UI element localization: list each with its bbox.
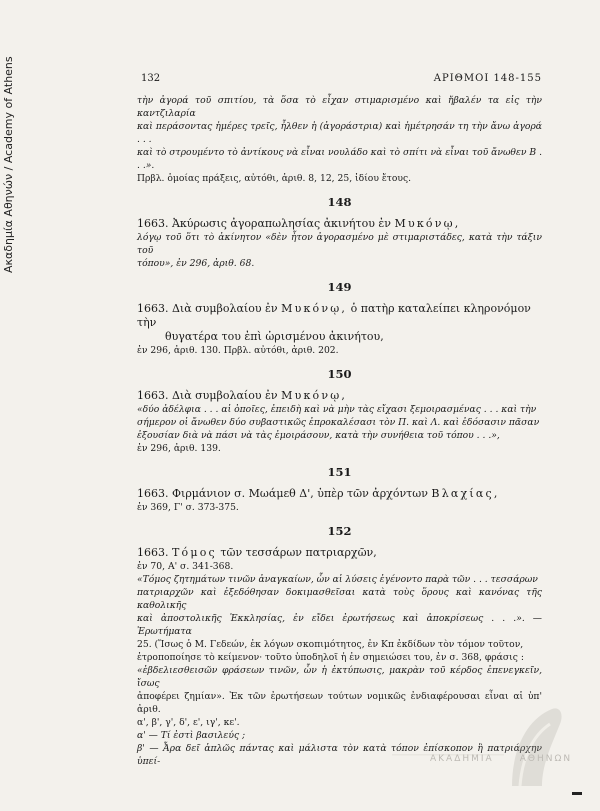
entry-body-line: ἐν 296, ἀριθ. 139. [137, 443, 221, 454]
academy-logo-text [430, 754, 572, 764]
entry-body-line: ἐν 296, ἀριθ. 130. Πρβλ. αὐτόθι, ἀριθ. 202. [137, 345, 339, 356]
entry-number: 149 [327, 280, 352, 294]
entry-151 [137, 466, 542, 514]
entry-149 [137, 281, 542, 357]
intro-block [137, 94, 542, 185]
entry-body-line: «ἐβδελιεσθεισῶν φράσεων τινῶν, ὧν ἡ ἐκτύπωσις, μακρὰν τοῦ κέρδος ἐπενεγκεῖν, ἴσως [137, 665, 542, 689]
entry-title-cont: τῶν τεσσάρων πατριαρχῶν, [220, 546, 377, 559]
entry-title [137, 302, 542, 344]
entry-body-line: α' — Τί ἐστὶ βασιλεύς ; [137, 730, 246, 741]
corner-mark [572, 792, 582, 795]
entry-title [137, 217, 542, 231]
entry-body-line: «δύο ἀδέλφια . . . αἱ ὁποῖες, ἐπειδὴ καὶ νὰ μὴν τὰς εἴχασι ξεμοιρασμένας . . . καὶ τὴν [137, 404, 537, 415]
running-title: ΑΡΙΘΜΟΙ 148-155 [433, 73, 542, 84]
entry-body-line: α', β', γ', δ', ε', ιγ', κε'. [137, 717, 240, 728]
entry-150 [137, 368, 542, 455]
entry-body-line: τόπου», ἐν 296, ἀριθ. 68. [137, 258, 255, 269]
page-header [137, 72, 542, 94]
archive-side-label: Ακαδημία Αθηνών / Academy of Athens [2, 56, 15, 274]
page-number: 132 [141, 73, 161, 84]
logo-word-2: ΑΘΗΝΩΝ [519, 754, 573, 764]
entry-body-line: καὶ ἀποστολικῆς Ἐκκλησίας, ἐν εἴδει ἐρωτήσεως καὶ ἀποκρίσεως . . .». — Ἐρωτήματα [137, 613, 542, 637]
entry-body-line: ἐτροποποίησε τὸ κείμενον· τοῦτο ὑποδηλοῖ ἡ ἐν σημειώσει του, ἐν σ. 368, φράσις : [137, 652, 524, 663]
entry-number: 152 [327, 524, 352, 538]
entry-number: 150 [327, 367, 352, 381]
entry-title [137, 389, 542, 403]
entry-body-line: σήμερον οἱ ἄνωθεν δύο συβαστικῶς ἐπροκαλέσασι τὸν Π. καὶ Λ. καὶ ἐδόσασιν πᾶσαν [137, 417, 540, 428]
entry-title-cont: ὁ πατὴρ καταλείπει κληρονόμον τὴν [137, 302, 531, 329]
entry-title-place: Μυκόνῳ, [281, 389, 348, 402]
entry-title-place: Μυκόνῳ, [394, 217, 461, 230]
entry-title-text: 1663. Ἀκύρωσις ἀγοραπωλησίας ἀκινήτου ἐν [137, 217, 391, 230]
entry-title-text: 1663. Διὰ συμβολαίου ἐν [137, 389, 278, 402]
entry-title-text: 1663. [137, 546, 169, 559]
entry-body-line: ἐν 70, Α' σ. 341-368. [137, 561, 234, 572]
entry-body-line: ἐν 369, Γ' σ. 373-375. [137, 502, 239, 513]
entry-body-line: πατριαρχῶν καὶ ἐξεδόθησαν δοκιμασθεῖσαι κατὰ τοὺς ὅρους καὶ κανόνας τῆς καθολικῆς [137, 587, 542, 611]
entry-body-line: ἐξουσίαν διὰ νὰ πάσι νὰ τὰς ἐμοιράσουν, κατὰ τὴν συνήθεια τοῦ τόπου . . .», [137, 430, 500, 441]
entry-body-line: ἀποφέρει ζημίαν». Ἐκ τῶν ἐρωτήσεων τούτων νομικῶς ἐνδιαφέρουσαι εἶναι αἱ ὑπ' ἀριθ. [137, 691, 542, 715]
entry-148 [137, 196, 542, 270]
logo-word-1: ΑΚΑΔΗΜΙΑ [430, 754, 494, 764]
intro-line: τὴν ἀγορά τοῦ σπιτίου, τὰ ὅσα τὸ εἶχαν στιμαρισμένο καὶ ἤβαλέν τα εἰς τὴν καντζιλαρία [137, 95, 542, 119]
entry-body-line: «Τόμος ζητημάτων τινῶν ἀναγκαίων, ὧν αἱ λύσεις ἐγένοντο παρὰ τῶν . . . τεσσάρων [137, 574, 538, 585]
entry-number: 151 [327, 465, 352, 479]
entry-number: 148 [327, 195, 352, 209]
entry-title-hang: θυγατέρα του ἐπὶ ὡρισμένου ἀκινήτου, [165, 330, 384, 343]
intro-line: καὶ περάσοντας ἡμέρες τρεῖς, ἦλθεν ἡ (ἀγοράστρια) καὶ ἠμέτρησάν τη τὴν ἄνω ἀγορά . . . [137, 121, 542, 145]
entry-title-place: Βλαχίας, [431, 487, 500, 500]
entry-body-line: β' — Ἆρα δεῖ ἁπλῶς πάντας καὶ μάλιστα τὸν κατὰ τόπον ἐπίσκοπον ἢ πατριάρχην ὑπεί- [137, 743, 542, 767]
entry-title [137, 546, 542, 560]
book-page [137, 72, 542, 768]
academy-helmet-logo-icon [392, 694, 567, 794]
entry-body-line: λόγῳ τοῦ ὅτι τὸ ἀκίνητον «δὲν ἦτον ἀγορασμένο μὲ στιμαριστάδες, κατὰ τὴν τάξιν τοῦ [137, 232, 542, 256]
entry-title-place: Τόμος [172, 546, 217, 559]
entry-title-place: Μυκόνῳ, [281, 302, 348, 315]
intro-line: καὶ τὸ στρουμέντο τὸ ἀντίκους νὰ εἶναι νουλάδο καὶ τὸ σπίτι νὰ εἶναι τοῦ ἄνωθεν Β . . .». [137, 147, 542, 171]
entry-title-text: 1663. Διὰ συμβολαίου ἐν [137, 302, 278, 315]
entry-body-line: 25. (Ἴσως ὁ Μ. Γεδεών, ἐκ λόγων σκοπιμότητος, ἐν Κπ ἐκδίδων τὸν τόμον τοῦτον, [137, 639, 524, 650]
intro-reference: Πρβλ. ὁμοίας πράξεις, αὐτόθι, ἀριθ. 8, 12, 25, ἰδίου ἔτους. [137, 173, 412, 184]
entry-title-text: 1663. Φιρμάνιον σ. Μωάμεθ Δ', ὑπὲρ τῶν ἀρχόντων [137, 487, 428, 500]
entry-title [137, 487, 542, 501]
